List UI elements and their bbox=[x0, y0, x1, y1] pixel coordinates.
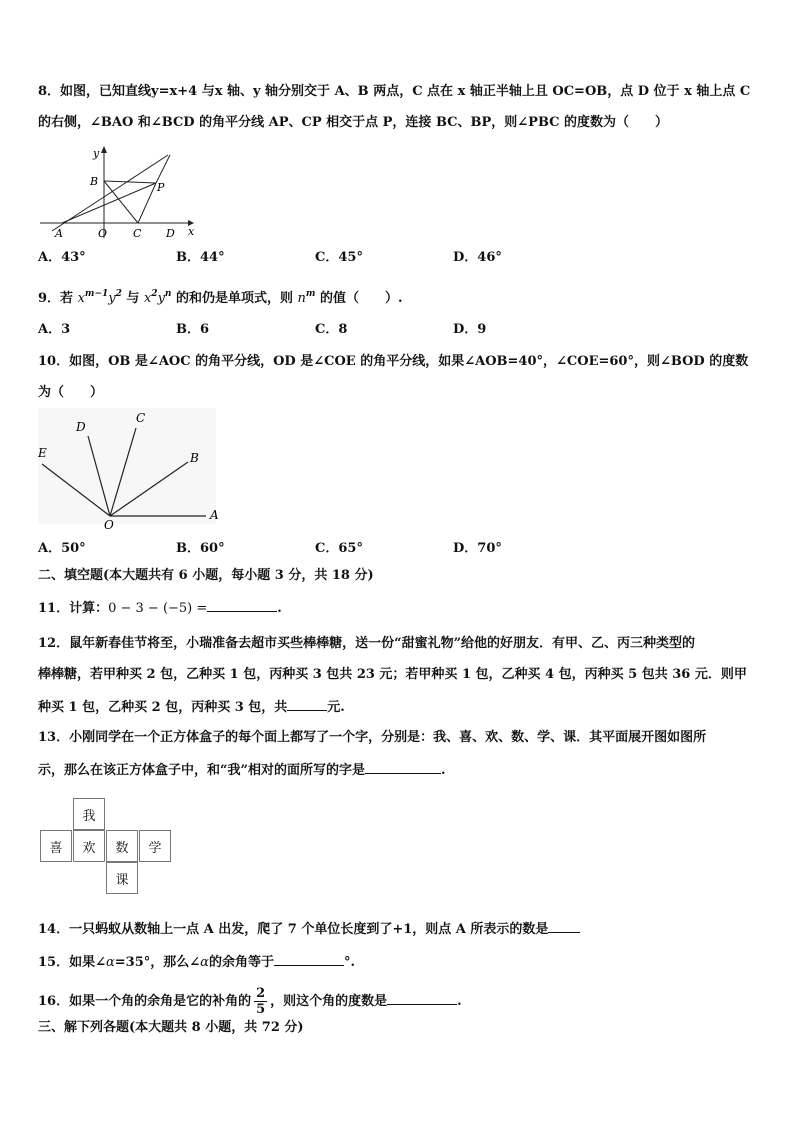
q8-line2: 的右侧，∠BAO 和∠BCD 的角平分线 AP、CP 相交于点 P，连接 BC、BP，则∠PBC 的度数为（ ） bbox=[38, 115, 669, 130]
net-face-xi: 喜 bbox=[40, 830, 72, 862]
q8-label-B: B bbox=[90, 175, 99, 188]
q9-option-c: C．8 bbox=[315, 322, 348, 337]
q8-label-A: A bbox=[55, 227, 63, 240]
q9-option-b: B．6 bbox=[176, 322, 210, 337]
q12-line3: 种买 1 包，乙种买 2 包，丙种买 3 包，共 元. bbox=[38, 696, 756, 718]
q10-label-O: O bbox=[104, 518, 114, 530]
q10-option-d: D．70° bbox=[453, 541, 502, 556]
section-3-heading: 三、解下列各题(本大题共 8 小题，共 72 分) bbox=[38, 1020, 304, 1035]
net-face-huan: 欢 bbox=[73, 830, 105, 862]
q8-label-y: y bbox=[93, 147, 100, 160]
q8-label-D: D bbox=[166, 227, 175, 240]
q10-label-C: C bbox=[136, 411, 146, 425]
q11-answer-blank bbox=[207, 597, 277, 612]
q15-answer-blank bbox=[274, 951, 344, 966]
q8-option-a: A．43° bbox=[38, 250, 86, 265]
q8-line1: 8．如图，已知直线y=x+4 与x 轴、y 轴分别交于 A、B 两点，C 点在 x 轴正半轴上且 OC=OB，点 D 位于 x 轴上点 C bbox=[38, 84, 751, 99]
net-face-wo: 我 bbox=[73, 798, 105, 830]
q8-option-d: D．46° bbox=[453, 250, 502, 265]
net-face-shu: 数 bbox=[106, 830, 138, 862]
q8-label-P: P bbox=[157, 181, 165, 194]
q10-line2: 为（ ） bbox=[38, 385, 104, 400]
q13-line1: 13．小刚同学在一个正方体盒子的每个面上都写了一个字，分别是：我、喜、欢、数、学、课．其平面展开图如图所 bbox=[38, 730, 707, 745]
q12-line1: 12．鼠年新春佳节将至，小瑞准备去超市买些棒棒糖，送一份“甜蜜礼物”给他的好朋友．有甲、乙、丙三种类型的 bbox=[38, 636, 696, 651]
q13-line2: 示，那么在该正方体盒子中，和“我”相对的面所写的字是 . bbox=[38, 759, 756, 781]
q10-label-A: A bbox=[210, 508, 219, 522]
q10-figure bbox=[38, 408, 228, 530]
q10-option-b: B．60° bbox=[176, 541, 225, 556]
q8-label-O: O bbox=[98, 227, 108, 240]
q12-answer-blank bbox=[287, 696, 327, 711]
q8-option-b: B．44° bbox=[176, 250, 225, 265]
net-face-xue: 学 bbox=[139, 830, 171, 862]
q8-figure bbox=[38, 143, 198, 241]
net-face-ke: 课 bbox=[106, 862, 138, 894]
q16-fraction: $\frac{2}{5}$ bbox=[256, 986, 266, 1017]
q9-stem: 9．若 $x^{m-1}y^2$ 与 $x^2y^n$ 的和仍是单项式，则 $n^m$ 的值（ ）. bbox=[38, 289, 403, 306]
q13-answer-blank bbox=[365, 759, 441, 774]
q13-cube-net bbox=[40, 798, 175, 898]
q14-answer-blank bbox=[548, 918, 580, 933]
q10-label-B: B bbox=[190, 451, 199, 465]
q15-stem: 15．如果∠α=35°，那么∠α的余角等于 °. bbox=[38, 951, 756, 973]
q8-label-C: C bbox=[133, 227, 142, 240]
q12-line2: 棒棒糖，若甲种买 2 包，乙种买 1 包，丙种买 3 包共 23 元；若甲种买 1 包，乙种买 4 包，丙种买 5 包共 36 元．则甲 bbox=[38, 667, 747, 682]
q8-option-c: C．45° bbox=[315, 250, 363, 265]
q10-label-E: E bbox=[38, 446, 47, 460]
section-2-heading: 二、填空题(本大题共有 6 小题，每小题 3 分，共 18 分) bbox=[38, 568, 374, 583]
q9-option-d: D．9 bbox=[453, 322, 487, 337]
q14-stem: 14．一只蚂蚁从数轴上一点 A 出发，爬了 7 个单位长度到了+1，则点 A 所表示的数是 bbox=[38, 918, 756, 940]
q10-option-c: C．65° bbox=[315, 541, 363, 556]
q8-label-x: x bbox=[188, 225, 195, 238]
q11-stem: 11．计算：0 − 3 − (−5) = . bbox=[38, 597, 756, 619]
q10-label-D: D bbox=[76, 420, 86, 434]
q10-option-a: A．50° bbox=[38, 541, 86, 556]
q16-answer-blank bbox=[387, 990, 457, 1005]
q16-stem: 16．如果一个角的余角是它的补角的 $\frac{2}{5}$ ，则这个角的度数是 . bbox=[38, 986, 462, 1017]
q10-line1: 10．如图，OB 是∠AOC 的角平分线，OD 是∠COE 的角平分线，如果∠AOB=40°，∠COE=60°，则∠BOD 的度数 bbox=[38, 354, 749, 369]
q9-option-a: A．3 bbox=[38, 322, 71, 337]
